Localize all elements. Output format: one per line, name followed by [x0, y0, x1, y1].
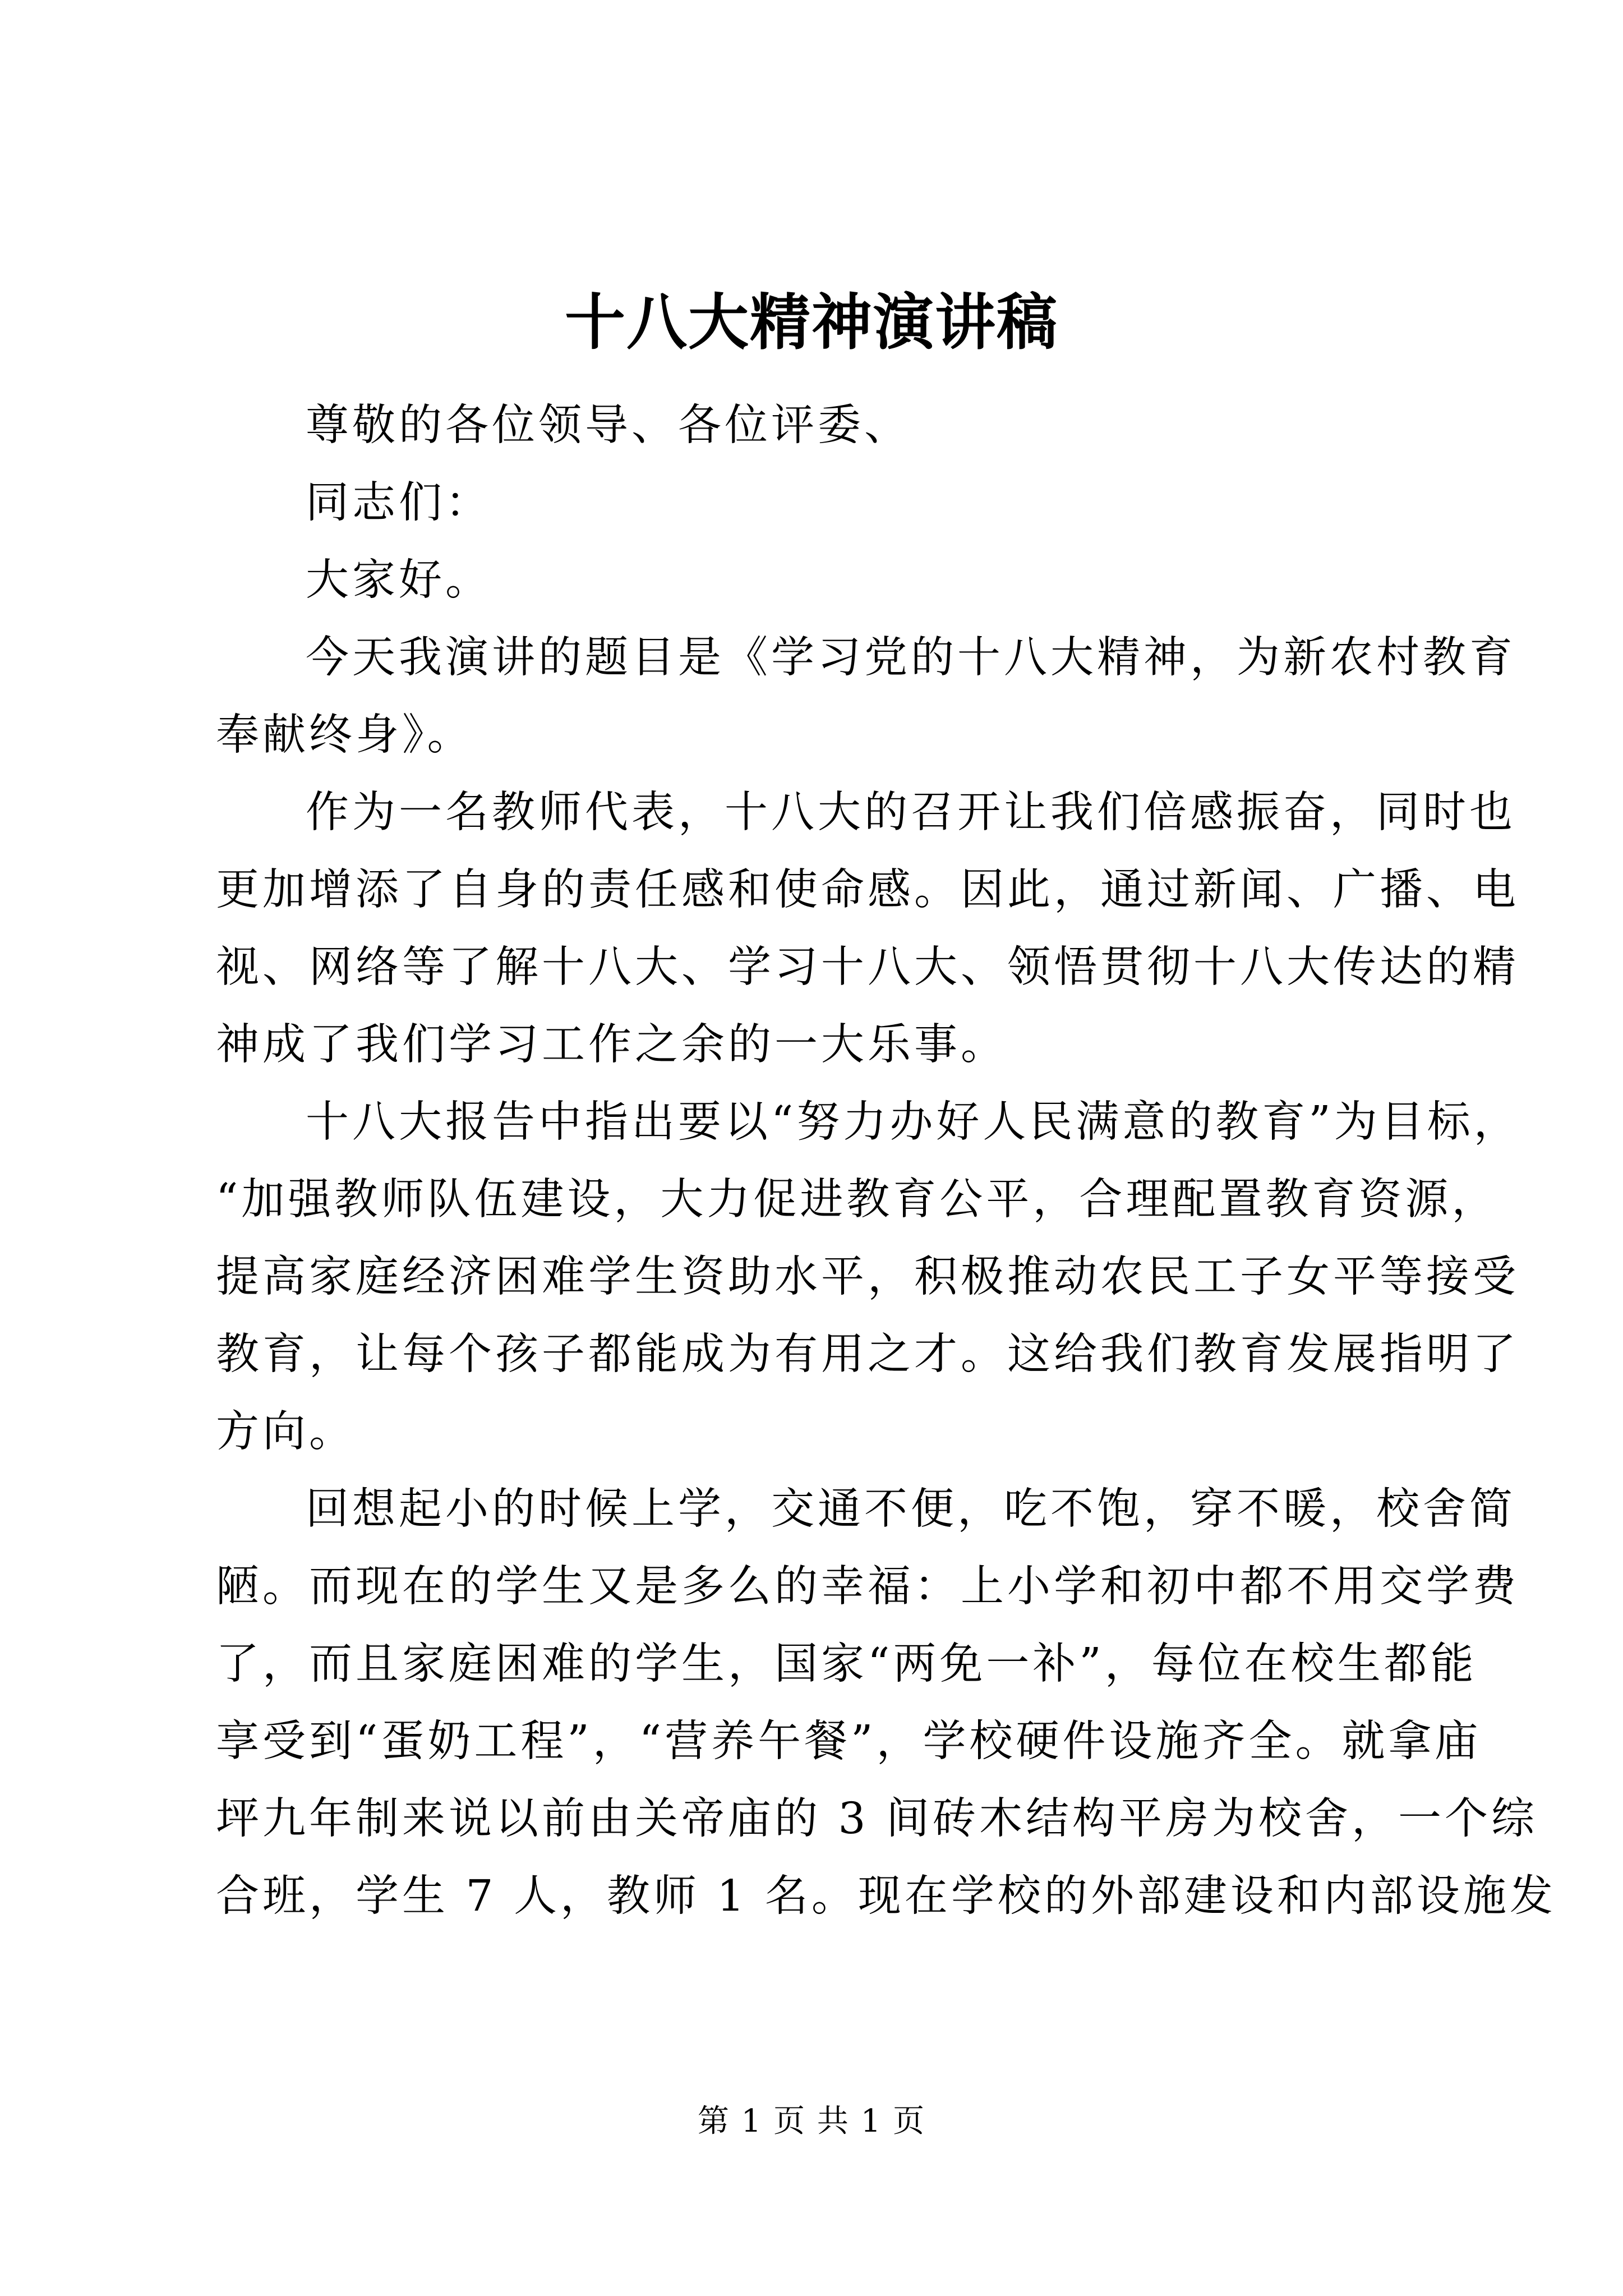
text-line: 合班，学生 7 人，教师 1 名。现在学校的外部建设和内部设施发	[216, 1871, 1556, 1921]
page-footer: 第 1 页 共 1 页	[697, 2103, 926, 2139]
text-line: 今天我演讲的题目是《学习党的十八大精神，为新农村教育	[306, 633, 1516, 683]
text-line: 神成了我们学习工作之余的一大乐事。	[216, 1020, 1007, 1070]
text-line: 享受到“蛋奶工程”，“营养午餐”，学校硬件设施齐全。就拿庙	[216, 1717, 1482, 1766]
text-line: 更加增添了自身的责任感和使命感。因此，通过新闻、广播、电	[216, 865, 1519, 915]
text-line: 回想起小的时候上学，交通不便，吃不饱，穿不暖，校舍简	[306, 1484, 1516, 1534]
text-line: 奉献终身》。	[216, 710, 474, 760]
text-line: 教育，让每个孩子都能成为有用之才。这给我们教育发展指明了	[216, 1329, 1519, 1379]
document-title: 十八大精神演讲稿	[564, 287, 1058, 358]
text-line: 同志们：	[306, 478, 492, 528]
text-line: 视、网络等了解十八大、学习十八大、领悟贯彻十八大传达的精	[216, 942, 1519, 992]
text-line: 坪九年制来说以前由关帝庙的 3 间砖木结构平房为校舍，一个综	[216, 1794, 1538, 1844]
text-line: 十八大报告中指出要以“努力办好人民满意的教育”为目标，	[306, 1097, 1520, 1147]
text-line: 了，而且家庭困难的学生，国家“两免一补”，每位在校生都能	[216, 1639, 1477, 1689]
text-line: 提高家庭经济困难学生资助水平，积极推动农民工子女平等接受	[216, 1252, 1519, 1302]
text-line: “加强教师队伍建设，大力促进教育公平，合理配置教育资源，	[216, 1175, 1498, 1225]
text-line: 作为一名教师代表，十八大的召开让我们倍感振奋，同时也	[306, 788, 1516, 838]
text-line: 方向。	[216, 1407, 356, 1457]
text-line: 大家好。	[306, 555, 492, 605]
text-line: 尊敬的各位领导、各位评委、	[306, 401, 911, 450]
text-line: 陋。而现在的学生又是多么的幸福：上小学和初中都不用交学费	[216, 1562, 1519, 1612]
document-body	[216, 387, 1556, 1935]
